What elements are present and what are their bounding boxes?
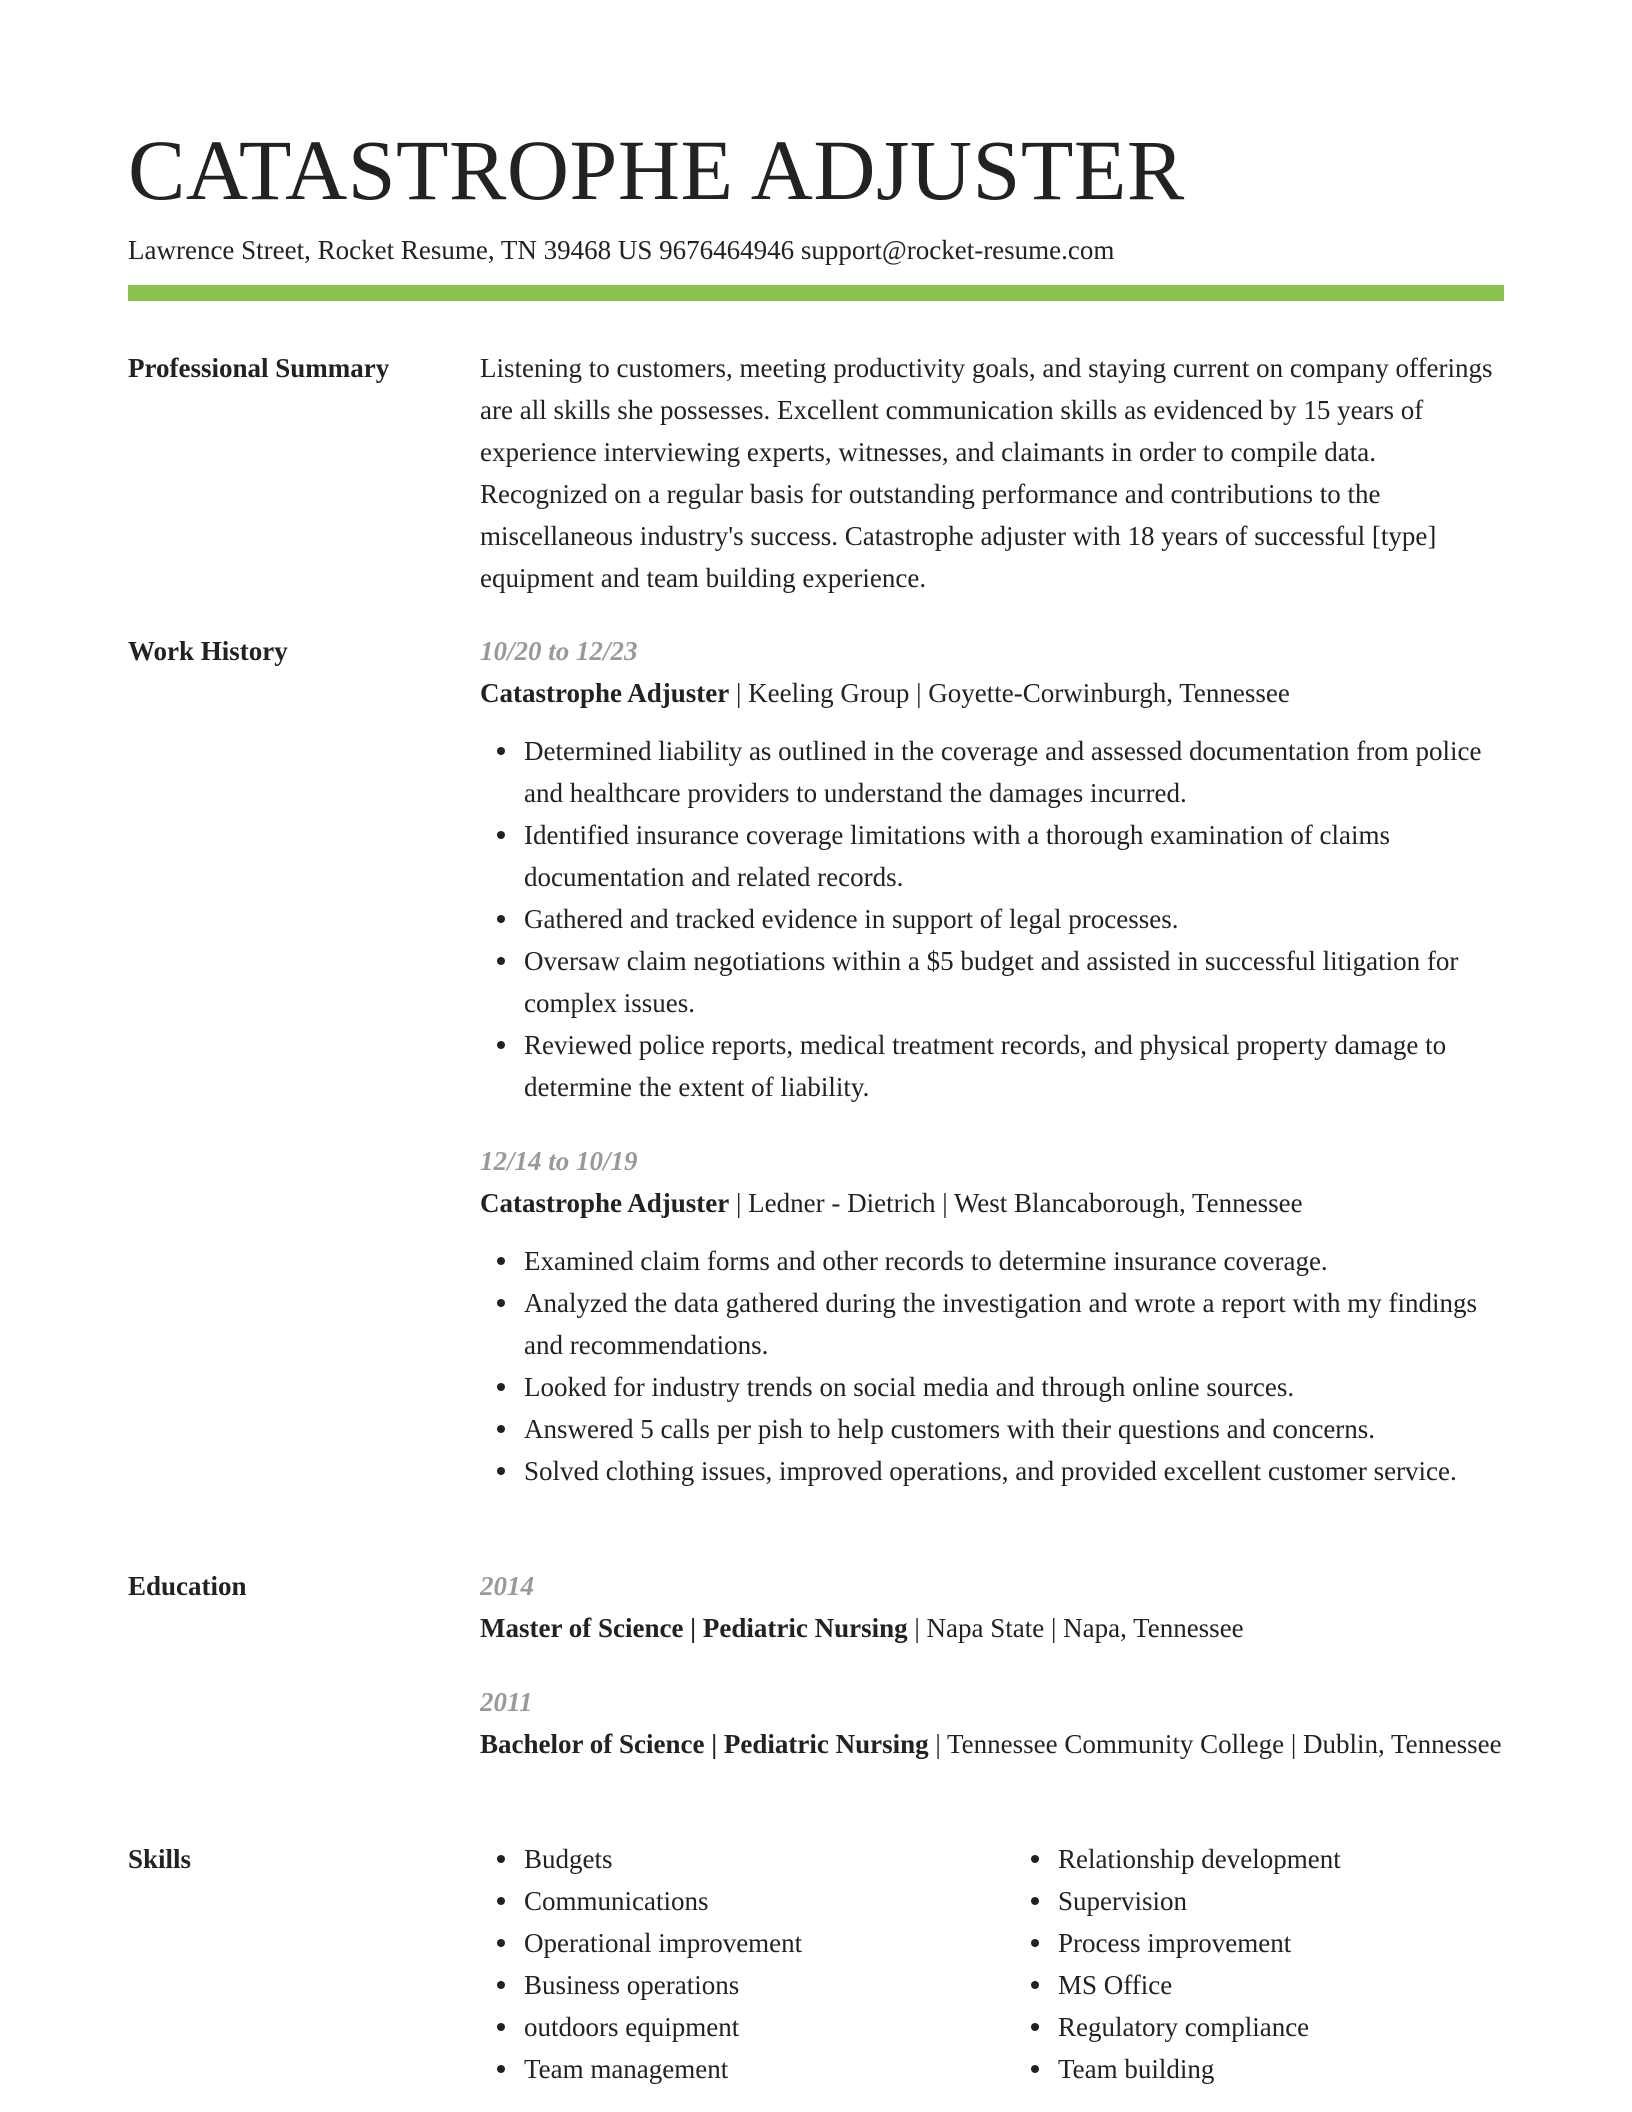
school-location: | Tennessee Community College | Dublin, Tennessee (928, 1729, 1502, 1759)
skills-columns (480, 1838, 1504, 2090)
list-item: Budgets (524, 1838, 970, 1880)
list-item: Reviewed police reports, medical treatment records, and physical property damage to determine the extent of liability. (524, 1024, 1504, 1108)
skills-list-right (1014, 1838, 1504, 2090)
list-item: Team building (1058, 2048, 1504, 2090)
job-title: Catastrophe Adjuster (480, 1188, 730, 1218)
section-label-education: Education (128, 1571, 247, 1601)
education-entry (480, 1681, 1504, 1765)
job-role-line (480, 672, 1504, 714)
job-bullets (480, 1240, 1504, 1492)
education-entry (480, 1565, 1504, 1649)
degree: Bachelor of Science | Pediatric Nursing (480, 1729, 929, 1759)
list-item: Operational improvement (524, 1922, 970, 1964)
section-label-skills: Skills (128, 1844, 192, 1874)
list-item: outdoors equipment (524, 2006, 970, 2048)
skills-list-left (480, 1838, 970, 2090)
list-item: Process improvement (1058, 1922, 1504, 1964)
list-item: Answered 5 calls per pish to help customers with their questions and concerns. (524, 1408, 1504, 1450)
list-item: Identified insurance coverage limitations with a thorough examination of claims documentation and related records. (524, 814, 1504, 898)
list-item: Examined claim forms and other records to determine insurance coverage. (524, 1240, 1504, 1282)
summary-text: Listening to customers, meeting productivity goals, and staying current on company offerings are all skills she possesses. Excellent communication skills as evidenced by 15 years of experience interviewing experts, witnesses, and claimants in order to compile data. Recognized on a regular basis for outstanding performance and contributions to the miscellaneous industry's success. Catastrophe adjuster with 18 years of successful [type] equipment and team building experience. (480, 353, 1493, 593)
accent-divider (128, 285, 1504, 301)
list-item: Oversaw claim negotiations within a $5 budget and assisted in successful litigation for complex issues. (524, 940, 1504, 1024)
list-item: Supervision (1058, 1880, 1504, 1922)
list-item: Business operations (524, 1964, 970, 2006)
contact-line: Lawrence Street, Rocket Resume, TN 39468 US 9676464946 support@rocket-resume.com (128, 235, 1115, 265)
job-dates: 10/20 to 12/23 (480, 636, 638, 666)
school-location: | Napa State | Napa, Tennessee (907, 1613, 1244, 1643)
education-year: 2014 (480, 1571, 534, 1601)
list-item: MS Office (1058, 1964, 1504, 2006)
education-year: 2011 (480, 1687, 533, 1717)
list-item: Analyzed the data gathered during the investigation and wrote a report with my findings and recommendations. (524, 1282, 1504, 1366)
education-body (480, 1565, 1504, 1765)
list-item: Regulatory compliance (1058, 2006, 1504, 2048)
list-item: Relationship development (1058, 1838, 1504, 1880)
job-role-line (480, 1182, 1504, 1224)
list-item: Determined liability as outlined in the coverage and assessed documentation from police and healthcare providers to understand the damages incurred. (524, 730, 1504, 814)
job-company-location: | Ledner - Dietrich | West Blancaborough, Tennessee (729, 1188, 1303, 1218)
job-dates: 12/14 to 10/19 (480, 1146, 638, 1176)
education-line (480, 1723, 1504, 1765)
list-item: Team management (524, 2048, 970, 2090)
education-line (480, 1607, 1504, 1649)
job-company-location: | Keeling Group | Goyette-Corwinburgh, Tennessee (729, 678, 1290, 708)
resume-name: CATASTROPHE ADJUSTER (128, 122, 1185, 218)
section-label-summary: Professional Summary (128, 353, 390, 383)
degree: Master of Science | Pediatric Nursing (480, 1613, 908, 1643)
list-item: Communications (524, 1880, 970, 1922)
list-item: Gathered and tracked evidence in support of legal processes. (524, 898, 1504, 940)
list-item: Solved clothing issues, improved operations, and provided excellent customer service. (524, 1450, 1504, 1492)
job-entry (480, 1140, 1504, 1492)
job-entry (480, 630, 1504, 1108)
job-title: Catastrophe Adjuster (480, 678, 730, 708)
list-item: Looked for industry trends on social media and through online sources. (524, 1366, 1504, 1408)
skills-body (480, 1838, 1504, 2090)
work-history-body (480, 630, 1504, 1492)
section-label-work-history: Work History (128, 636, 288, 666)
job-bullets (480, 730, 1504, 1108)
